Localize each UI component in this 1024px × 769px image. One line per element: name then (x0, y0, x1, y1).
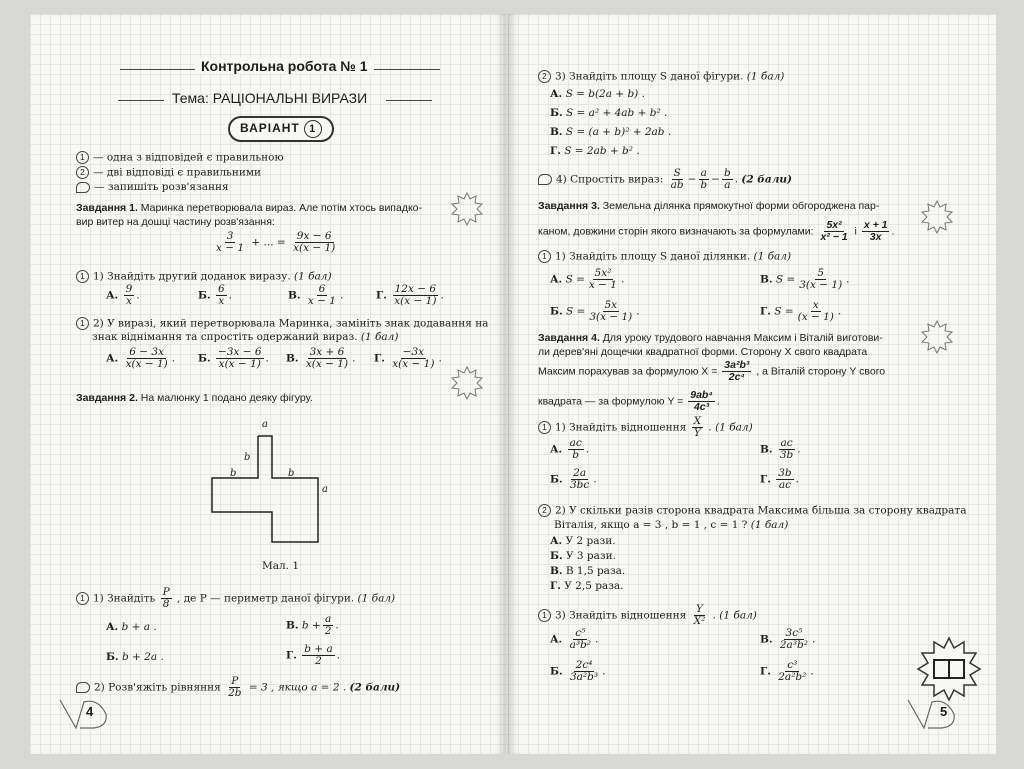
q-den: b (700, 179, 708, 192)
page-subtitle: Тема: РАЦІОНАЛЬНІ ВИРАЗИ (172, 90, 368, 106)
opt-num: 5 (817, 267, 825, 279)
figure-shape (200, 414, 340, 549)
q-points: . (1 бал) (708, 421, 753, 434)
opt-den: 2a²b² (778, 671, 807, 684)
opt-num: c³ (787, 659, 798, 671)
opt-num: 9 (125, 283, 133, 295)
option-letter: Г. (550, 145, 561, 157)
option-letter: В. (288, 289, 301, 302)
answer-option[interactable]: В. $\frac{3x + 6}{x(x - 1)}$ . (286, 346, 356, 371)
task4-line2: ли дерев'яні дощечки квадратної форми. Сторону X свого квадрата (538, 346, 868, 358)
answer-option[interactable]: В. S = $\frac{5}{3(x - 1)}$ . (760, 267, 850, 292)
figure-label-a: a (322, 484, 328, 495)
opt-den: 3bc (569, 479, 590, 492)
opt-den: b (572, 449, 579, 462)
option-letter: Г. (760, 305, 771, 318)
option-letter: А. (550, 443, 563, 456)
opt-den: x − 1 (307, 295, 336, 308)
answer-option[interactable] (550, 580, 624, 592)
page-number: 5 (940, 704, 948, 719)
legend-text: — одна з відповідей є правильною (93, 151, 284, 164)
task4-q2 (538, 504, 966, 517)
option-text: b + (301, 619, 321, 632)
answer-option[interactable]: В. $\frac{\text{3c⁵}}{\text{2a³b²}}$ . (760, 627, 816, 652)
answer-option[interactable]: Б. $\frac{\text{2c⁴}}{\text{3a²b³}}$ . (550, 659, 606, 684)
task4-label: Завдання 4. (538, 332, 600, 344)
answer-option[interactable]: В. $\frac{ac}{3b}$ . (760, 437, 801, 462)
q-text: 2) У скільки разів сторона квадрата Максима більша за сторону квадрата (555, 504, 967, 517)
option-letter: Б. (550, 473, 563, 486)
task1-line1 (76, 202, 422, 214)
answer-option[interactable]: Г. $\frac{3b}{ac}$ . (760, 467, 799, 492)
task3-line1 (538, 200, 879, 212)
q-text: 1) Знайдіть (93, 592, 156, 605)
task4-text: Для уроку трудового навчання Максим і Віталій виготови- (602, 332, 883, 344)
task1-q2 (76, 317, 488, 330)
figure-caption: Мал. 1 (262, 560, 300, 572)
q-text: 1) Знайдіть другий доданок виразу. (93, 270, 291, 283)
q-text: 3) Знайдіть відношення (555, 609, 687, 622)
single-answer-icon: 1 (538, 609, 551, 622)
q-text: Віталія, якщо a = 3 , b = 1 , c = 1 ? (554, 519, 748, 531)
task3-text: каном, довжини сторін якого визначають за формулами: (538, 225, 814, 238)
answer-option[interactable]: А. $\frac{6 - 3x}{x(x - 1)}$ . (106, 346, 176, 371)
option-text: S = (775, 273, 796, 286)
opt-num: c⁵ (575, 627, 586, 639)
q-text: знак віднімання та спростіть одержаний вираз. (92, 331, 358, 343)
task1-label: Завдання 1. (76, 202, 138, 214)
q-den: a (724, 179, 731, 192)
speech-bubble-icon (538, 174, 552, 185)
q-points: . (1 бал) (712, 609, 757, 622)
single-answer-icon: 1 (76, 317, 89, 330)
opt-den: 2a³b² (779, 639, 808, 652)
task2-q2 (76, 676, 400, 699)
opt-den: x − 1 (588, 279, 617, 292)
answer-option[interactable]: А. S = $\frac{\text{5x²}}{x - 1}$ . (550, 267, 625, 292)
answer-option[interactable]: А. $\frac{ac}{b}$ . (550, 437, 590, 462)
task4-line3 (538, 360, 885, 383)
single-answer-icon: 1 (76, 151, 89, 164)
opt-den: x(x − 1) (218, 358, 261, 371)
q-text: 1) Знайдіть площу S даної ділянки. (555, 250, 751, 263)
starburst-icon (920, 320, 954, 354)
answer-option[interactable] (550, 107, 667, 119)
starburst-icon (920, 200, 954, 234)
q-points: (1 бал) (750, 519, 789, 531)
option-letter: Б. (198, 289, 211, 302)
opt-num: 6 (217, 283, 225, 295)
option-letter: А. (106, 621, 119, 633)
option-text: b + 2a . (121, 651, 164, 663)
option-text: S = (a + b)² + 2ab . (565, 126, 672, 138)
q-num: S (673, 167, 681, 179)
variant-badge (228, 116, 334, 142)
opt-num: 6 (318, 283, 326, 295)
q-text: 2) Розв'яжіть рівняння (94, 681, 221, 694)
option-text: В 1,5 раза. (565, 565, 626, 577)
option-letter: Б. (106, 651, 119, 663)
answer-option[interactable]: А. $\frac{9}{x}$ . (106, 283, 140, 308)
double-answer-icon: 2 (538, 70, 551, 83)
option-text: b + a . (121, 621, 157, 633)
opt-num: ac (780, 437, 793, 449)
task1-q2-line2 (92, 331, 398, 343)
option-text: S = 2ab + b² . (564, 145, 640, 157)
q-num: P (231, 675, 239, 687)
variant-label: ВАРІАНТ (240, 121, 300, 135)
option-letter: Г. (374, 352, 385, 365)
option-letter: А. (550, 535, 563, 547)
opt-num: 6 − 3x (129, 346, 165, 358)
figure-label-b: b (230, 468, 237, 479)
q-num: P (162, 586, 170, 598)
q-num: b (723, 167, 731, 179)
single-answer-icon: 1 (76, 592, 89, 605)
answer-option[interactable] (550, 550, 616, 562)
opt-den: 3(x − 1) (589, 311, 633, 324)
double-answer-icon: 2 (76, 166, 89, 179)
answer-option[interactable]: Б. $\frac{2a}{3bc}$ . (550, 467, 597, 492)
opt-num: 12x − 6 (394, 283, 437, 295)
end-section-icon (916, 636, 982, 702)
rule-right (386, 100, 432, 101)
task3-text: Земельна ділянка прямокутної форми обгороджена пар- (602, 200, 880, 212)
opt-num: 5x (604, 299, 618, 311)
eq-den: x(x − 1) (293, 242, 336, 255)
page-title: Контрольна робота № 1 (195, 58, 374, 74)
answer-option[interactable]: Г. $\frac{\text{c³}}{\text{2a²b²}}$ . (760, 659, 814, 684)
option-text: S = (565, 273, 585, 286)
f-den: 2c⁴ (728, 371, 745, 384)
opt-den: 3a²b³ (569, 671, 599, 684)
f-den: 4c³ (693, 401, 710, 414)
opt-den: x (125, 295, 132, 308)
q-points: (1 бал) (753, 250, 792, 263)
option-letter: Г. (550, 580, 561, 592)
answer-option[interactable]: Г. S = $\frac{x}{(x - 1)}$ . (760, 299, 842, 324)
answer-option[interactable] (550, 145, 640, 157)
opt-num: 5x² (594, 267, 612, 279)
answer-option[interactable]: В. b + $\frac{a}{2}$ . (286, 613, 339, 638)
q-points: (1 бал) (746, 70, 785, 83)
option-letter: Г. (376, 289, 387, 302)
legend-item (76, 181, 229, 193)
option-letter: В. (760, 273, 773, 286)
option-letter: В. (550, 126, 563, 138)
option-letter: А. (550, 633, 563, 646)
option-letter: В. (760, 633, 773, 646)
opt-num: a (324, 613, 332, 625)
task4-line4: квадрата — за формулою Y = $\frac{\text{9ab⁴}}{\text{4c³}}$ . (538, 389, 720, 414)
answer-option[interactable]: Б. $\frac{-3x - 6}{x(x - 1)}$ . (198, 346, 269, 371)
option-letter: А. (106, 289, 119, 302)
speech-bubble-icon (76, 182, 90, 193)
opt-den: x(x − 1) (394, 295, 437, 308)
page-number: 4 (86, 704, 94, 719)
single-answer-icon: 1 (538, 421, 551, 434)
q-num: Y (695, 603, 703, 615)
opt-den: 2 (324, 625, 332, 638)
f-num: 9ab⁴ (690, 389, 713, 401)
task2-label: Завдання 2. (76, 392, 138, 404)
figure-label-b: b (244, 452, 251, 463)
task3-q1 (538, 250, 791, 263)
task2-heading (76, 392, 313, 404)
figure-label-b: b (288, 468, 295, 479)
answer-option[interactable] (550, 565, 625, 577)
eq-num: 9x − 6 (296, 230, 332, 242)
answer-option[interactable]: Б. $\frac{6}{x}$ . (198, 283, 233, 308)
task4-text: квадрата — за формулою Y = (538, 395, 684, 408)
task3-line2: каном, довжини сторін якого визначають за формулами: $\frac{\text{5x²}}{\text{x² − 1}}$ і $\frac{x + 1}{3x}$ . (538, 219, 895, 244)
task3-label: Завдання 3. (538, 200, 600, 212)
eq-num: 3 (226, 230, 234, 242)
option-letter: В. (760, 443, 773, 456)
option-text: У 3 рази. (565, 550, 616, 562)
q-text: 4) Спростіть вираз: (556, 173, 664, 186)
f-den: x² − 1 (820, 231, 848, 244)
answer-option[interactable] (550, 535, 616, 547)
answer-option[interactable] (106, 651, 164, 663)
q-text: 1) Знайдіть відношення (555, 421, 687, 434)
opt-num: ac (569, 437, 582, 449)
left-page (30, 14, 506, 754)
opt-den: 3b (779, 449, 794, 462)
q-points: (1 бал) (294, 270, 332, 283)
option-text: S = a² + 4ab + b² . (565, 107, 668, 119)
speech-bubble-icon (76, 682, 90, 693)
f-num: 5x² (826, 219, 842, 231)
option-letter: Б. (550, 550, 563, 562)
f-den: 3x (869, 231, 882, 244)
option-text: У 2,5 раза. (564, 580, 624, 592)
task2-q3 (538, 70, 784, 83)
opt-den: x(x − 1) (305, 358, 349, 371)
starburst-icon (450, 366, 484, 400)
q-points: (1 бал) (357, 592, 396, 605)
opt-den: a³b² (569, 639, 591, 652)
q-den: ab (670, 179, 684, 192)
option-letter: В. (286, 352, 299, 365)
opt-den: x(x − 1) (392, 358, 435, 371)
option-letter: В. (286, 619, 299, 632)
task4-q2-line2 (554, 519, 788, 531)
opt-num: b + a (304, 643, 333, 655)
eq-mid: + ... = (251, 236, 286, 249)
opt-den: 3(x − 1) (799, 279, 843, 292)
option-text: У 2 рази. (565, 535, 616, 547)
page-corner-ornament (906, 694, 966, 734)
opt-den: ac (778, 479, 792, 492)
opt-num: 3x + 6 (309, 346, 345, 358)
task1-text-line2: вир витер на дошці частину розв'язання: (76, 216, 275, 228)
q-den: 2b (228, 687, 242, 700)
answer-option[interactable]: А. $\frac{\text{c⁵}}{\text{a³b²}}$ . (550, 627, 599, 652)
task4-text: , а Віталій сторону Y свого (756, 365, 886, 378)
q-den: 8 (162, 598, 170, 611)
q-num: X (693, 415, 702, 427)
task1-q1 (76, 270, 332, 283)
opt-num: 2a (573, 467, 587, 479)
legend-item (76, 151, 284, 164)
f-num: x + 1 (863, 219, 888, 231)
answer-option[interactable] (550, 126, 671, 138)
option-letter: Г. (760, 665, 771, 678)
answer-option[interactable]: Г. $\frac{12x - 6}{x(x - 1)}$ . (376, 283, 444, 308)
task2-q4: 4) Спростіть вираз: $\frac{S}{ab}$ − $\frac{a}{b}$ − $\frac{b}{a}$ . (2 бали) (538, 168, 792, 191)
answer-option[interactable]: Г. $\frac{b + a}{2}$ . (286, 643, 341, 668)
eq-den: x − 1 (216, 242, 245, 255)
legend-item (76, 166, 261, 179)
task4-text: Максим порахував за формулою X = (538, 365, 718, 378)
q-points: (2 бали) (741, 173, 792, 186)
answer-option[interactable]: В. $\frac{6}{x - 1}$ . (288, 283, 344, 308)
q-den: Y (693, 427, 701, 440)
q-num: a (700, 167, 707, 179)
figure-label-a: a (262, 419, 268, 430)
variant-number: 1 (304, 120, 322, 138)
option-letter: Б. (198, 352, 211, 365)
opt-den: (x − 1) (797, 311, 834, 324)
q-points: (1 бал) (360, 331, 399, 343)
opt-num: x (812, 299, 819, 311)
option-letter: Г. (760, 473, 771, 486)
option-letter: В. (550, 565, 563, 577)
opt-num: 2c⁴ (575, 659, 593, 671)
answer-option[interactable] (550, 88, 645, 100)
f-num: 3a²b³ (724, 359, 750, 371)
conj-text: і (854, 225, 857, 238)
opt-den: x (218, 295, 225, 308)
legend-text: — дві відповіді є правильними (93, 166, 262, 179)
opt-den: 2 (315, 655, 322, 668)
option-letter: Б. (550, 665, 563, 678)
task4-line1 (538, 332, 883, 344)
single-answer-icon: 1 (538, 250, 551, 263)
answer-option[interactable] (106, 621, 157, 633)
option-text: S = b(2a + b) . (565, 88, 645, 100)
starburst-icon (450, 192, 484, 226)
q-text: 3) Знайдіть площу S даної фігури. (555, 70, 744, 83)
opt-num: 3b (778, 467, 792, 479)
option-letter: А. (106, 352, 119, 365)
option-text: S = (565, 305, 586, 318)
option-letter: А. (550, 273, 563, 286)
opt-num: 3c⁵ (785, 627, 803, 639)
option-text: S = (774, 305, 794, 318)
option-letter: Б. (550, 305, 563, 318)
single-answer-icon: 1 (76, 270, 89, 283)
q-den: X² (693, 615, 706, 628)
q-text: = 3 , якщо a = 2 . (248, 681, 347, 694)
option-letter: А. (550, 88, 563, 100)
answer-option[interactable]: Б. S = $\frac{5x}{3(x - 1)}$ . (550, 299, 640, 324)
option-letter: Б. (550, 107, 563, 119)
task2-q1 (76, 587, 395, 610)
rule-left (118, 100, 164, 101)
right-page (508, 14, 996, 754)
answer-option[interactable]: Г. $\frac{-3x}{x(x - 1)}$ . (374, 346, 442, 371)
task1-equation (212, 231, 339, 254)
double-answer-icon: 2 (538, 504, 551, 517)
q-points: (2 бали) (349, 681, 401, 694)
opt-num: −3x − 6 (217, 346, 262, 358)
task4-q3 (538, 604, 757, 627)
legend-text: — запишіть розв'язання (94, 181, 229, 193)
opt-num: −3x (402, 346, 425, 358)
q-text: , де P — периметр даної фігури. (177, 592, 355, 605)
task2-text: На малюнку 1 подано деяку фігуру. (140, 392, 313, 404)
task1-text: Маринка перетворювала вираз. Але потім хтось випадко- (140, 202, 423, 214)
opt-den: x(x − 1) (125, 358, 168, 371)
task4-q1 (538, 416, 753, 439)
q-text: 2) У виразі, який перетворювала Маринка, замініть знак додавання на (93, 317, 489, 330)
option-letter: Г. (286, 649, 297, 662)
